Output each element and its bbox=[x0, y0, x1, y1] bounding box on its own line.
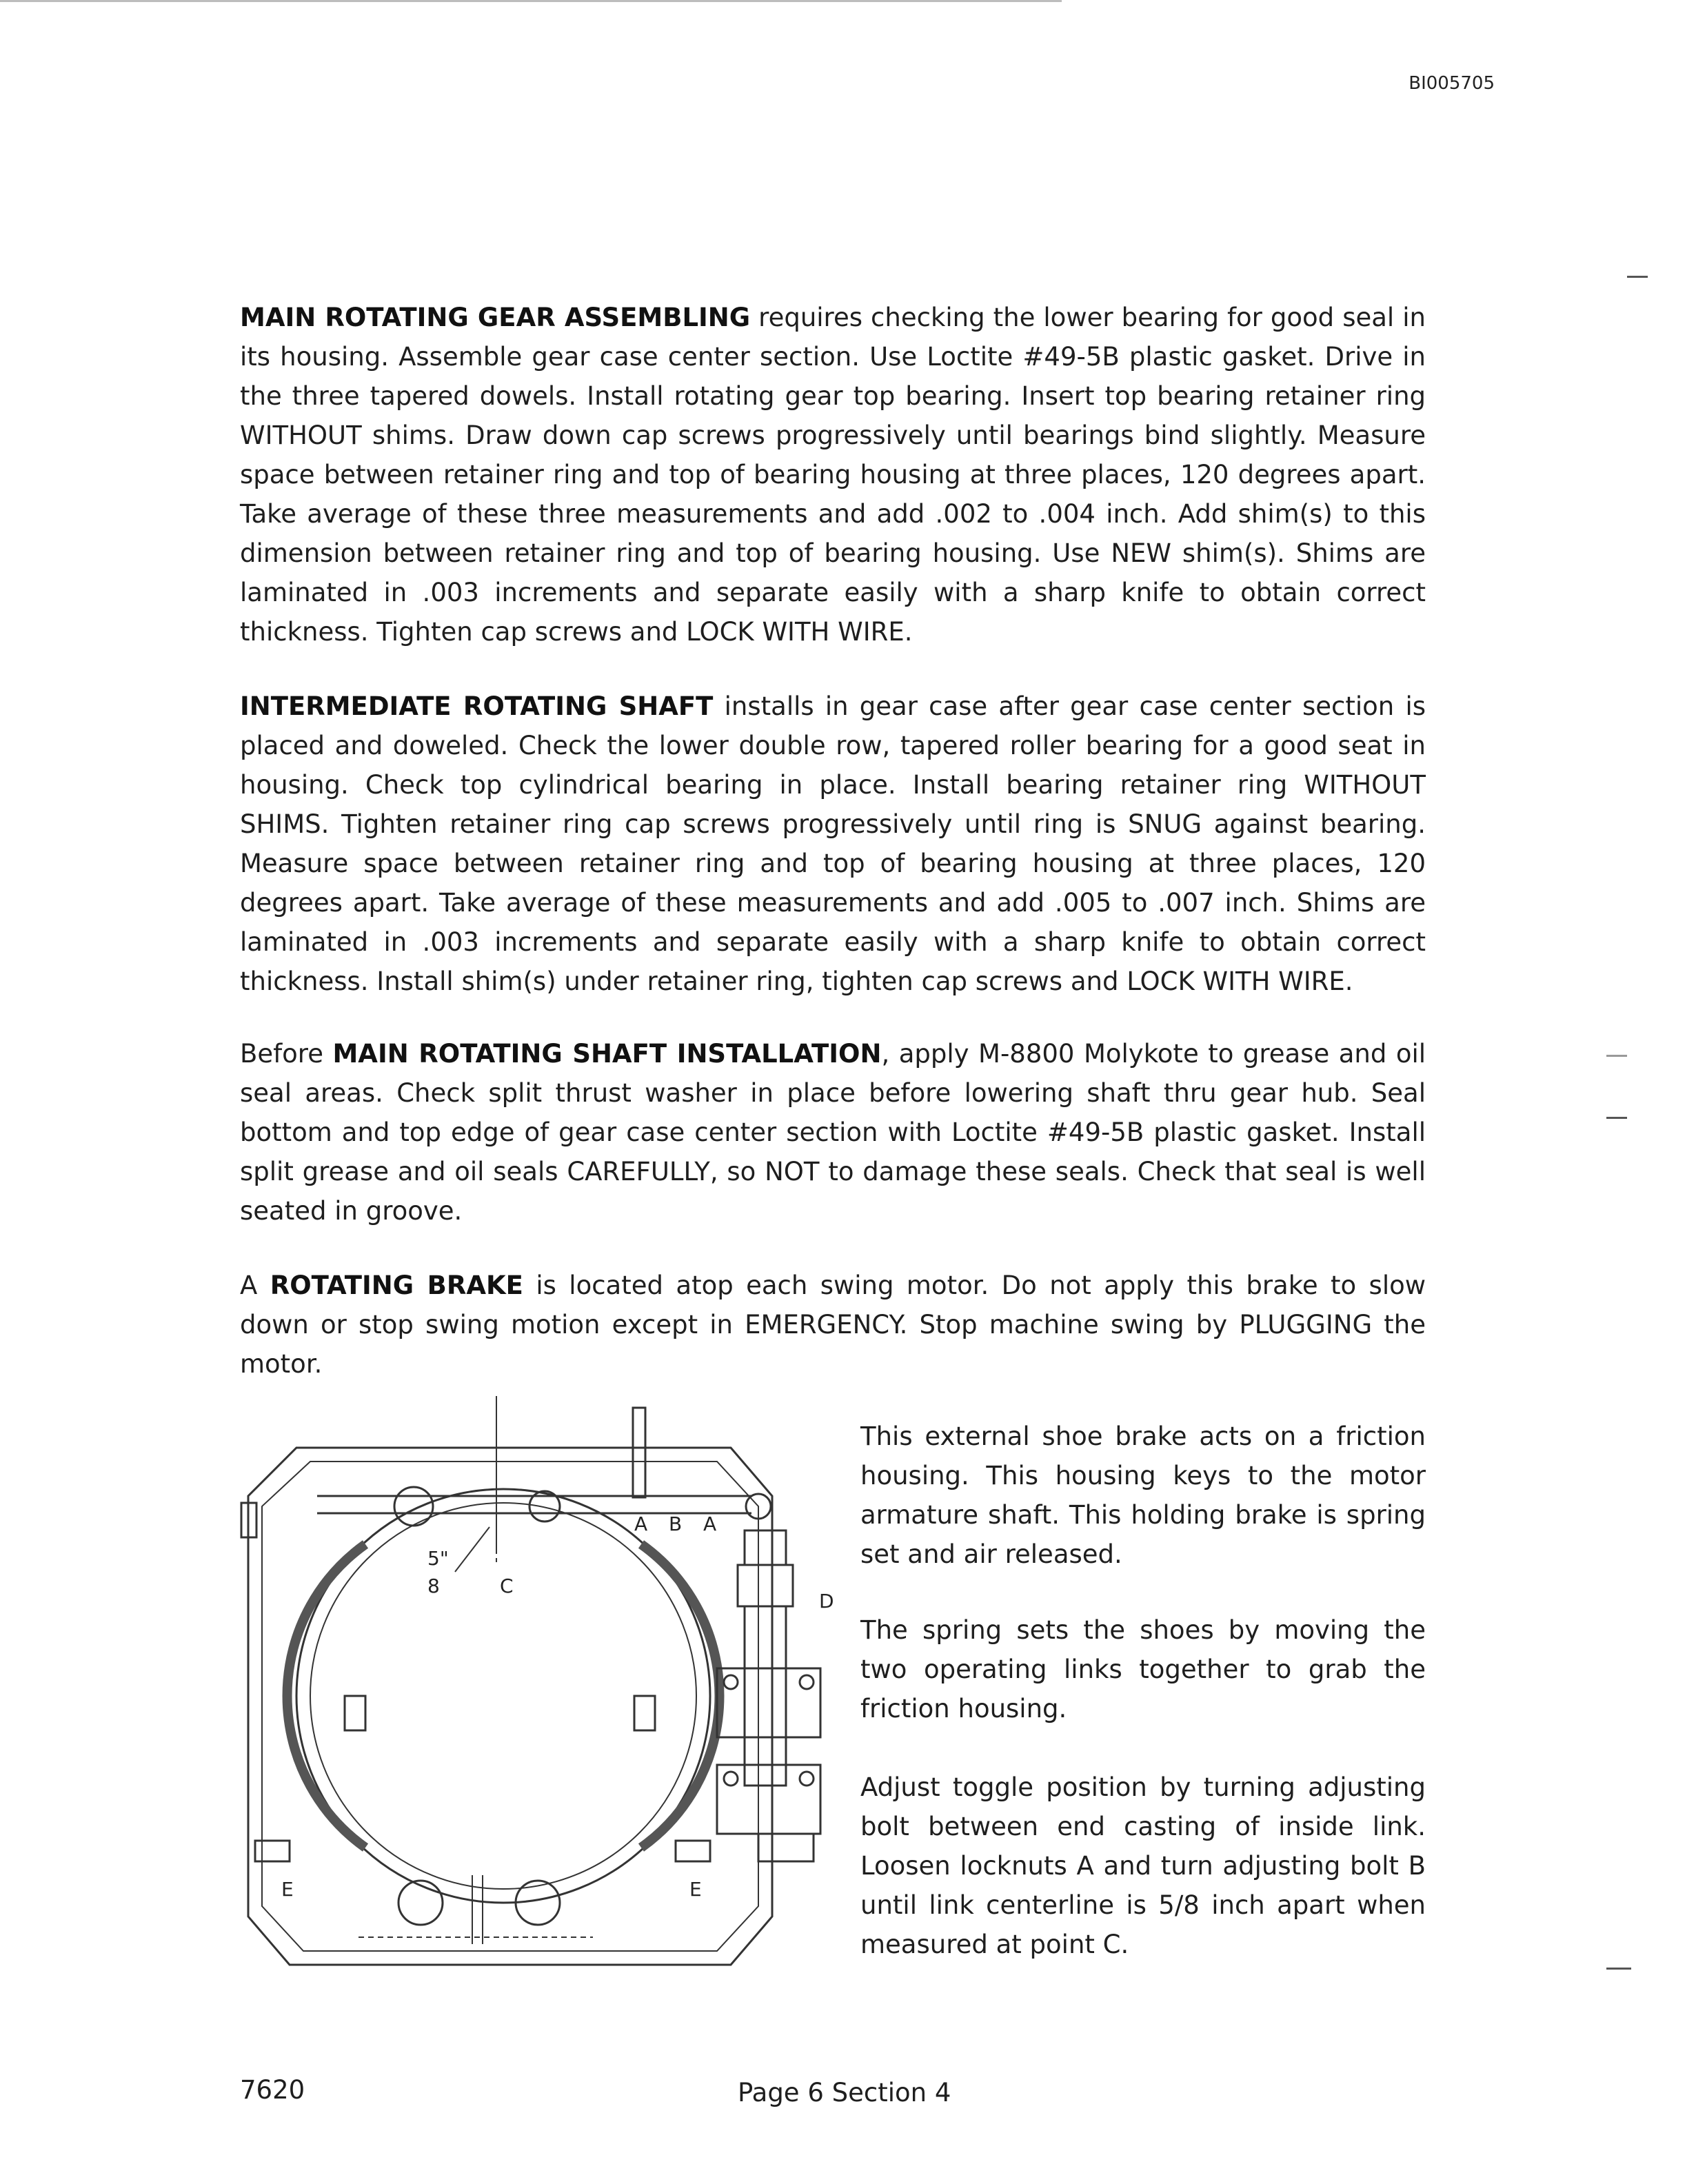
cylinder-top-cap bbox=[745, 1530, 786, 1565]
side-note-adjust-toggle: Adjust toggle position by turning adjusting bolt between end casting of inside link. Loosen locknuts A and turn adjusting bolt B until link centerline is 5/8 inch apart when measured at point C. bbox=[860, 1772, 1426, 1959]
body-rotating-brake: is located atop each swing motor. Do not apply this brake to slow down or stop swing motion except in EMERGENCY. Stop machine swing by PLUGGING the motor. bbox=[240, 1271, 1426, 1379]
body-intermediate-rotating-shaft: installs in gear case after gear case center section is placed and doweled. Check the lower double row, tapered roller bearing for a good seat in housing. Check top cylindrical bearing in place. Install bearing retainer ring WITHOUT SHIMS. Tighten retainer ring cap screws progressively until ring is SNUG against bearing. Measure space between retainer ring and top of bearing housing at three places, 120 degrees apart. Take average of these measurements and add .005 to .007 inch. Shims are laminated in .003 increments and separate easily with a sharp knife to obtain correct thickness. Install shim(s) under retainer ring, tighten cap screws and LOCK WITH WIRE. bbox=[240, 691, 1426, 996]
heading-main-rotating-gear: MAIN ROTATING GEAR ASSEMBLING bbox=[240, 303, 751, 332]
body-main-rotating-shaft: , apply M-8800 Molykote to grease and oil seal areas. Check split thrust washer in place before lowering shaft thru gear hub. Seal bottom and top edge of gear case center section with Loctite #49-5B plastic gasket. Install split grease and oil seals CAREFULLY, so NOT to damage these seals. Check that seal is well seated in groove. bbox=[240, 1039, 1426, 1226]
label-fraction-denominator: 8 bbox=[427, 1575, 440, 1597]
upright-post bbox=[633, 1408, 645, 1497]
scan-margin-mark bbox=[1627, 276, 1648, 278]
paragraph-main-rotating-shaft bbox=[240, 1034, 1426, 1231]
cylinder-head bbox=[738, 1565, 793, 1606]
label-d: D bbox=[819, 1590, 834, 1612]
right-mid-block bbox=[634, 1696, 655, 1730]
measure-arrow bbox=[455, 1527, 489, 1572]
brake-frame-inner-outline bbox=[262, 1462, 758, 1951]
body-main-rotating-gear: requires checking the lower bearing for good seal in its housing. Assemble gear case center section. Use Loctite #49-5B plastic gasket. Drive in the three tapered dowels. Install rotating gear top bearing. Insert top bearing retainer ring WITHOUT shims. Draw down cap screws progressively until bearings bind slightly. Measure space between retainer ring and top of bearing housing at three places, 120 degrees apart. Take average of these three measurements and add .002 to .004 inch. Add shim(s) to this dimension between retainer ring and top of bearing housing. Use NEW shim(s). Shims are laminated in .003 increments and separate easily with a sharp knife to obtain correct thickness. Tighten cap screws and LOCK WITH WIRE. bbox=[240, 303, 1426, 647]
side-note-brake-description: This external shoe brake acts on a friction housing. This housing keys to the motor armature shaft. This holding brake is spring set and air released. bbox=[860, 1422, 1426, 1569]
scan-top-edge-line bbox=[0, 0, 1062, 2]
scan-margin-mark bbox=[1606, 1117, 1627, 1119]
prefix-main-rotating-shaft: Before bbox=[240, 1039, 333, 1069]
scan-margin-mark bbox=[1606, 1055, 1627, 1057]
footer-page-section: Page 6 Section 4 bbox=[738, 2078, 951, 2107]
label-c: C bbox=[500, 1575, 514, 1597]
label-a-left: A bbox=[634, 1513, 648, 1535]
heading-rotating-brake: ROTATING BRAKE bbox=[270, 1271, 523, 1300]
left-mid-block bbox=[345, 1696, 365, 1730]
label-e-right: E bbox=[689, 1878, 702, 1901]
label-fraction-numerator: 5" bbox=[427, 1547, 449, 1570]
brake-assembly-diagram bbox=[221, 1393, 841, 1979]
bracket-bolt bbox=[724, 1772, 738, 1786]
prefix-rotating-brake: A bbox=[240, 1271, 270, 1300]
bracket-bolt bbox=[800, 1772, 814, 1786]
document-id: BI005705 bbox=[1409, 73, 1495, 94]
bottom-left-pin bbox=[398, 1881, 443, 1925]
heading-intermediate-rotating-shaft: INTERMEDIATE ROTATING SHAFT bbox=[240, 691, 714, 721]
paragraph-rotating-brake bbox=[240, 1266, 1426, 1384]
side-note-spring-sets: The spring sets the shoes by moving the two operating links together to grab the friction housing. bbox=[860, 1615, 1426, 1723]
label-e-left: E bbox=[281, 1878, 294, 1901]
paragraph-intermediate-rotating-shaft bbox=[240, 687, 1426, 1001]
heading-main-rotating-shaft: MAIN ROTATING SHAFT INSTALLATION bbox=[332, 1039, 882, 1069]
label-a-right: A bbox=[703, 1513, 717, 1535]
bracket-bolt bbox=[724, 1675, 738, 1689]
air-cylinder bbox=[745, 1606, 786, 1786]
label-b: B bbox=[669, 1513, 683, 1535]
cylinder-base bbox=[758, 1834, 814, 1861]
right-bottom-block bbox=[676, 1841, 710, 1861]
paragraph-main-rotating-gear bbox=[240, 298, 1426, 651]
footer-doc-number: 7620 bbox=[240, 2075, 305, 2105]
left-bottom-block bbox=[255, 1841, 290, 1861]
bracket-bolt bbox=[800, 1675, 814, 1689]
scan-margin-mark bbox=[1606, 1968, 1631, 1970]
cylinder-bracket-lower bbox=[717, 1765, 820, 1834]
left-pivot-pin bbox=[394, 1487, 433, 1526]
cylinder-bracket bbox=[717, 1668, 820, 1737]
